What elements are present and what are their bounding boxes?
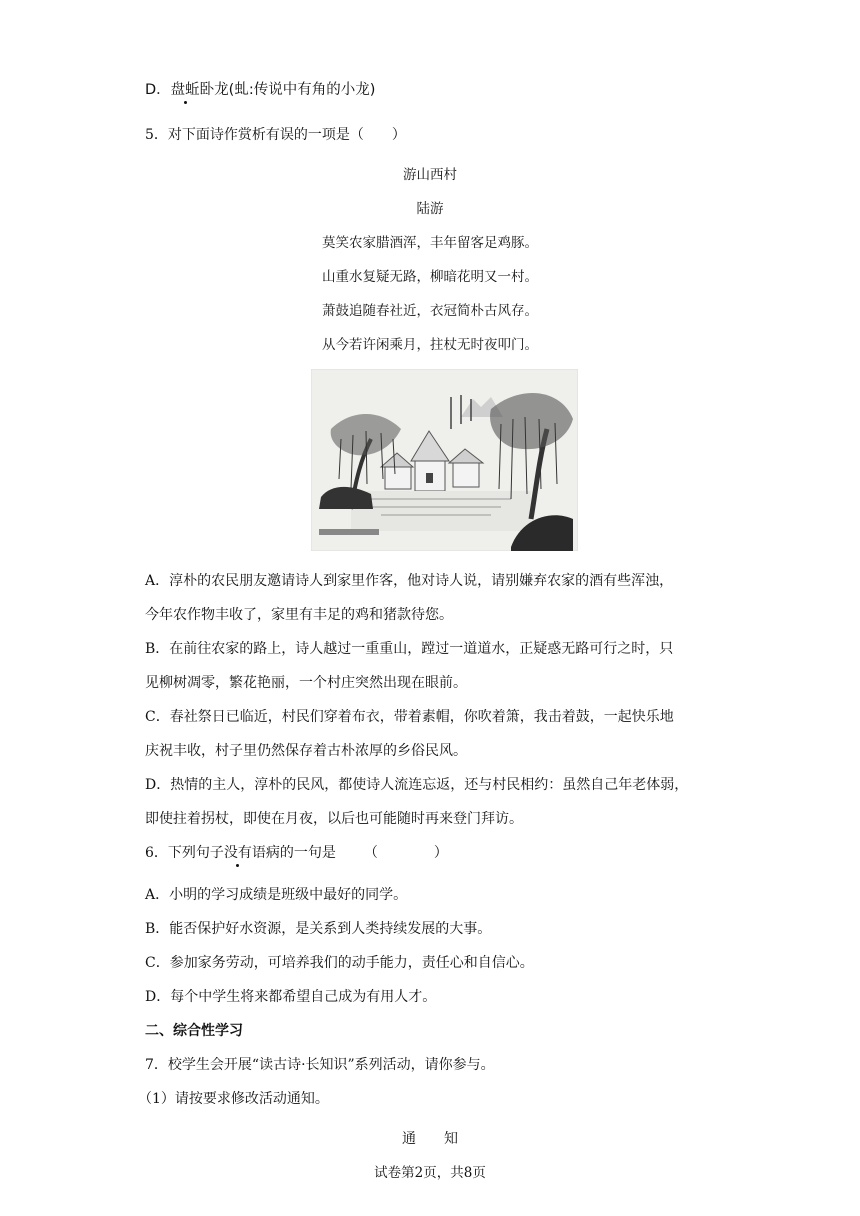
q5-option-c: C．春社祭日已临近，村民们穿着布衣，带着素帽，你吹着箫，我击着鼓，一起快乐地 (145, 709, 674, 725)
poem-line: 山重水复疑无路，柳暗花明又一村。 (322, 269, 538, 285)
dotted-emphasis: 盘蚯 (170, 82, 200, 98)
q5-option-b-cont: 见柳树凋零，繁花艳丽，一个村庄突然出现在眼前。 (145, 675, 467, 691)
q6-option-b: B．能否保护好水资源，是关系到人类持续发展的大事。 (145, 921, 492, 937)
notice-title: 通 知 (402, 1131, 458, 1147)
q6-option-c: C．参加家务劳动，可培养我们的动手能力，责任心和自信心。 (145, 955, 534, 971)
q6-option-a: A．小明的学习成绩是班级中最好的同学。 (145, 887, 408, 903)
q5-option-c-cont: 庆祝丰收，村子里仍然保存着古朴浓厚的乡俗民风。 (145, 743, 467, 759)
q5-option-a: A．淳朴的农民朋友邀请诗人到家里作客，他对诗人说，请别嫌弃农家的酒有些浑浊， (145, 573, 674, 589)
q5-option-d-cont: 即使拄着拐杖，即使在月夜，以后也可能随时再来登门拜访。 (145, 811, 523, 827)
page-footer: 试卷第2页，共8页 (374, 1165, 486, 1181)
q5-option-b: B．在前往农家的路上，诗人越过一重重山，蹚过一道道水，正疑惑无路可行之时，只 (145, 641, 674, 657)
question-6: 6．下列句子没有语病的一句是 （ ） (145, 845, 448, 861)
poem-line: 从今若许闲乘月，拄杖无时夜叩门。 (322, 337, 538, 353)
question-7-sub1: （1）请按要求修改活动通知。 (138, 1091, 329, 1107)
q6-option-d: D．每个中学生将来都希望自己成为有用人才。 (145, 989, 437, 1005)
poem-author: 陆游 (416, 201, 444, 217)
poem-title: 游山西村 (403, 167, 457, 183)
poem-line: 莫笑农家腊酒浑，丰年留客足鸡豚。 (322, 235, 538, 251)
dotted-emphasis: 没有 (223, 845, 252, 861)
question-7: 7．校学生会开展“读古诗·长知识”系列活动，请你参与。 (145, 1057, 495, 1073)
option-d-q4: D．盘蚯卧龙(虬:传说中有角的小龙) (145, 82, 376, 98)
ink-landscape-painting-icon (311, 369, 578, 551)
question-5: 5．对下面诗作赏析有误的一项是（ ） (145, 127, 406, 143)
q5-option-d: D．热情的主人，淳朴的民风，都使诗人流连忘返，还与村民相约：虽然自己年老体弱， (145, 777, 689, 793)
poem-line: 萧鼓追随春社近，衣冠简朴古风存。 (322, 303, 538, 319)
q5-option-a-cont: 今年农作物丰收了，家里有丰足的鸡和猪款待您。 (145, 607, 453, 623)
section-title: 二、综合性学习 (145, 1023, 243, 1039)
